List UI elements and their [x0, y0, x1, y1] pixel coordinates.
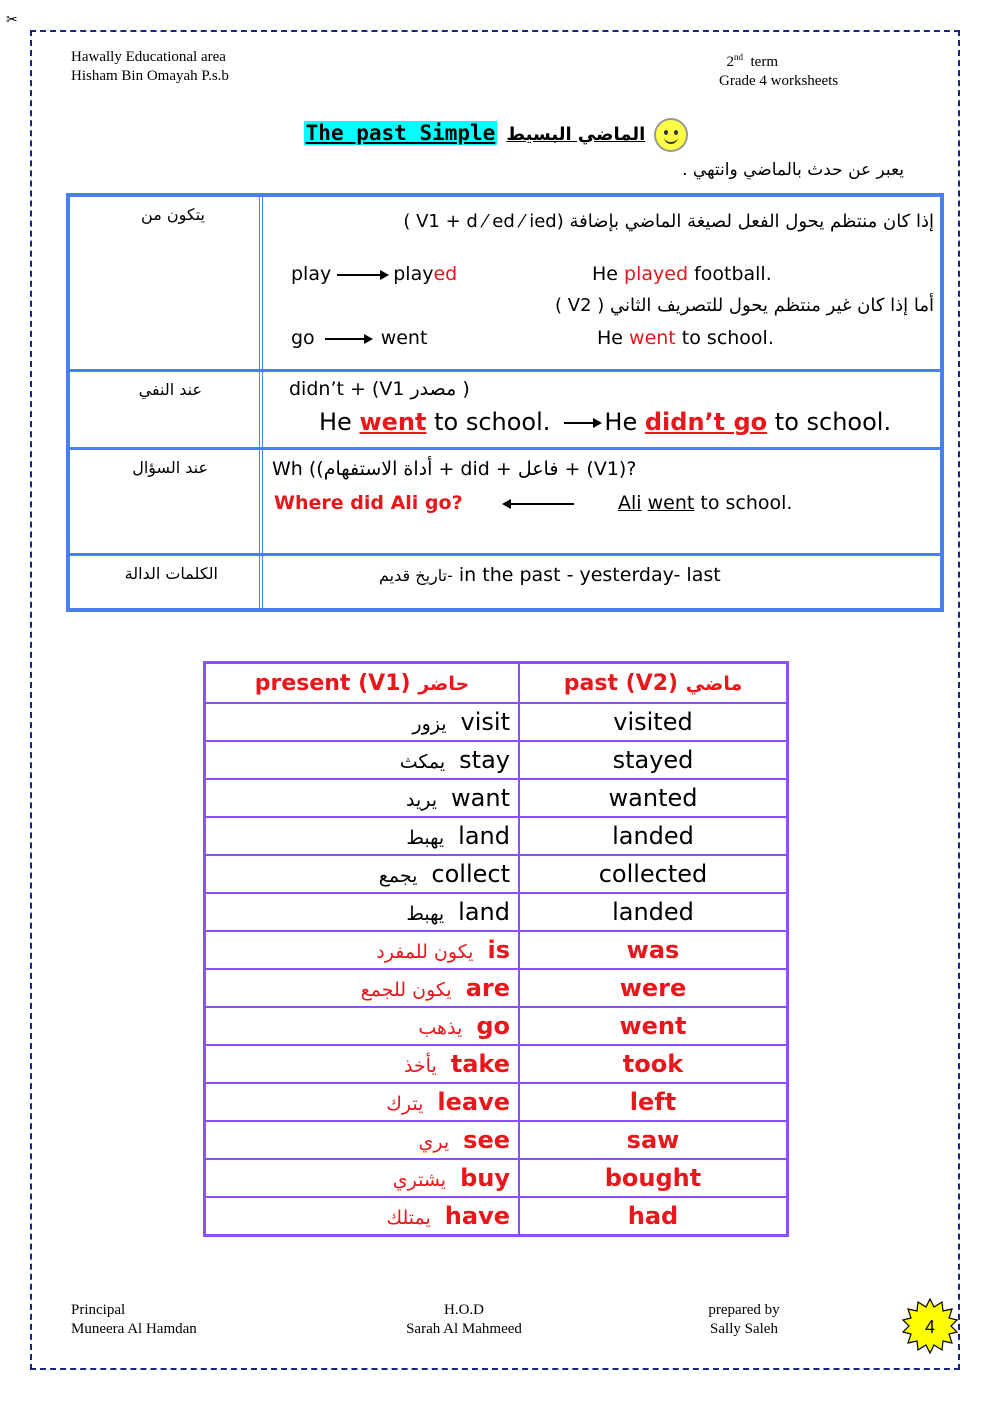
table-row	[205, 779, 788, 817]
verb-present: stay	[459, 746, 510, 774]
table-row	[205, 1045, 788, 1083]
irregular-example	[291, 327, 427, 349]
sentence-verb: went	[629, 327, 676, 349]
verb-past: left	[519, 1083, 788, 1121]
verb-present: are	[465, 974, 510, 1002]
arrow-right-icon	[325, 338, 371, 340]
footer-principal	[71, 1301, 197, 1339]
keywords-arabic: تاريخ قديم-	[379, 566, 453, 585]
header-past-arabic: ماضي	[685, 672, 743, 695]
negative-row	[70, 369, 940, 447]
sentence-part: He	[592, 263, 625, 285]
verb-arabic: يزور	[412, 713, 447, 735]
verb-arabic: يمكث	[399, 751, 446, 773]
rules-table	[66, 193, 944, 612]
verb-arabic: يكون للجمع	[360, 979, 452, 1001]
column-divider	[259, 556, 263, 612]
hod-title: H.O.D	[444, 1302, 484, 1318]
keywords-row	[70, 553, 940, 612]
page-number-badge	[902, 1298, 958, 1354]
example-base-verb: go	[291, 327, 315, 349]
verb-past: wanted	[519, 779, 788, 817]
verb-past: went	[519, 1007, 788, 1045]
table-row	[205, 931, 788, 969]
arrow-right-icon	[337, 274, 387, 276]
column-divider	[259, 450, 263, 553]
grade: Grade 4 worksheets	[719, 73, 839, 89]
verb-past: were	[519, 969, 788, 1007]
scissors-icon: ✂	[6, 12, 18, 28]
verb-past: had	[519, 1197, 788, 1236]
verb-present: is	[487, 936, 510, 964]
verb-arabic: يريد	[405, 789, 438, 811]
negative-verb: didn’t go	[644, 408, 768, 436]
answer-subject: Ali	[618, 492, 642, 514]
header-present	[205, 663, 520, 704]
keywords-label: الكلمات الدالة	[124, 564, 218, 583]
header-present-label: present (V1)	[254, 670, 411, 696]
principal-name: Muneera Al Hamdan	[71, 1321, 197, 1337]
column-divider	[259, 372, 263, 447]
verb-present: go	[476, 1012, 510, 1040]
term-suffix: nd	[734, 52, 743, 62]
verb-past: landed	[519, 817, 788, 855]
verb-arabic: يترك	[386, 1093, 424, 1115]
verb-present: take	[450, 1050, 510, 1078]
verb-present: land	[458, 822, 510, 850]
question-example: Where did Ali go?	[274, 492, 463, 514]
negative-label: عند النفي	[138, 380, 202, 399]
school-name: Hisham Bin Omayah P.s.b	[71, 68, 229, 84]
hod-name: Sarah Al Mahmeed	[406, 1321, 522, 1337]
question-label: عند السؤال	[132, 458, 208, 477]
title-english: The past Simple	[305, 120, 496, 145]
negative-formula: didn’t + (V1 مصدر )	[289, 378, 470, 400]
school-area: Hawally Educational area	[71, 49, 226, 65]
header-left	[71, 48, 229, 86]
table-row	[205, 741, 788, 779]
table-row	[205, 1121, 788, 1159]
verb-arabic: يذهب	[418, 1017, 463, 1039]
arrow-left-icon	[504, 492, 574, 514]
question-answer	[618, 492, 792, 514]
verb-present: collect	[431, 860, 510, 888]
table-row	[205, 1197, 788, 1236]
table-row	[205, 893, 788, 931]
regular-sentence	[592, 263, 772, 285]
prepared-title: prepared by	[708, 1302, 780, 1318]
sentence-part: football.	[688, 263, 772, 285]
verb-present: visit	[460, 708, 510, 736]
question-row	[70, 447, 940, 553]
header-present-arabic: حاضر	[418, 672, 470, 695]
regular-rule: إذا كان منتظم يحول الفعل لصيغة الماضي بإضافة (V1 + d ⁄ ed ⁄ ied )	[403, 211, 934, 232]
example-past: went	[380, 327, 428, 349]
verb-past: saw	[519, 1121, 788, 1159]
keywords-content	[379, 564, 721, 586]
verb-past: collected	[519, 855, 788, 893]
verb-present: buy	[460, 1164, 510, 1192]
page-number: 4	[924, 1317, 936, 1337]
verb-arabic: يري	[418, 1131, 450, 1153]
term-number: 2	[726, 54, 734, 70]
sentence-verb: played	[624, 263, 689, 285]
table-row	[205, 703, 788, 741]
table-row	[205, 1083, 788, 1121]
arrow-right-icon	[564, 422, 600, 424]
example-base-verb: play	[291, 263, 332, 285]
principal-title: Principal	[71, 1302, 126, 1318]
verb-table-header	[205, 663, 788, 704]
smiley-icon	[654, 118, 688, 152]
verb-present: have	[444, 1202, 510, 1230]
page-title	[0, 118, 992, 152]
verb-arabic: يكون للمفرد	[376, 941, 474, 963]
example-past-suffix: ed	[433, 263, 458, 285]
keywords-english: in the past - yesterday- last	[452, 564, 721, 586]
formation-label: يتكون من	[141, 205, 205, 224]
sentence-part: to school.	[675, 327, 774, 349]
table-row	[205, 855, 788, 893]
question-formula: Wh ((أداة الاستفهام + did + فاعل + (V1)?	[272, 458, 637, 480]
header-past	[519, 663, 788, 704]
verb-arabic: يهبط	[406, 827, 445, 849]
verb-arabic: يأخذ	[403, 1055, 437, 1077]
verb-past: took	[519, 1045, 788, 1083]
table-row	[205, 1159, 788, 1197]
sentence-part: He	[319, 408, 360, 436]
formation-row	[70, 197, 940, 370]
sentence-part: He	[604, 408, 645, 436]
irregular-rule: أما إذا كان غير منتظم يحول للتصريف الثاني ( V2 )	[555, 295, 934, 316]
answer-verb: went	[647, 492, 695, 514]
example-past-stem: play	[393, 263, 434, 285]
term-line	[719, 48, 838, 72]
regular-example	[291, 263, 457, 285]
term-word: term	[750, 54, 778, 70]
subtitle: يعبر عن حدث بالماضي وانتهي .	[682, 160, 904, 180]
header-past-label: past (V2)	[563, 670, 679, 696]
verb-arabic: يشتري	[392, 1169, 447, 1191]
verb-arabic: يهبط	[406, 903, 445, 925]
verb-table	[203, 661, 789, 1237]
sentence-verb: went	[359, 408, 427, 436]
prepared-name: Sally Saleh	[710, 1321, 778, 1337]
sentence-part: to school.	[426, 408, 551, 436]
verb-present: want	[451, 784, 510, 812]
verb-present: land	[458, 898, 510, 926]
header-right	[719, 48, 838, 91]
verb-past: was	[519, 931, 788, 969]
footer-prepared	[700, 1301, 788, 1339]
answer-rest: to school.	[694, 492, 793, 514]
table-row	[205, 1007, 788, 1045]
verb-arabic: يجمع	[378, 865, 418, 887]
column-divider	[259, 197, 263, 370]
verb-present: see	[463, 1126, 510, 1154]
verb-past: stayed	[519, 741, 788, 779]
verb-past: visited	[519, 703, 788, 741]
title-arabic: الماضي البسيط	[506, 123, 646, 145]
verb-present: leave	[437, 1088, 510, 1116]
irregular-sentence	[597, 327, 774, 349]
footer-hod	[399, 1301, 529, 1339]
negative-example	[319, 408, 891, 436]
table-row	[205, 817, 788, 855]
verb-arabic: يمتلك	[386, 1207, 431, 1229]
verb-past: landed	[519, 893, 788, 931]
verb-past: bought	[519, 1159, 788, 1197]
sentence-part: to school.	[767, 408, 892, 436]
table-row	[205, 969, 788, 1007]
sentence-part: He	[597, 327, 630, 349]
